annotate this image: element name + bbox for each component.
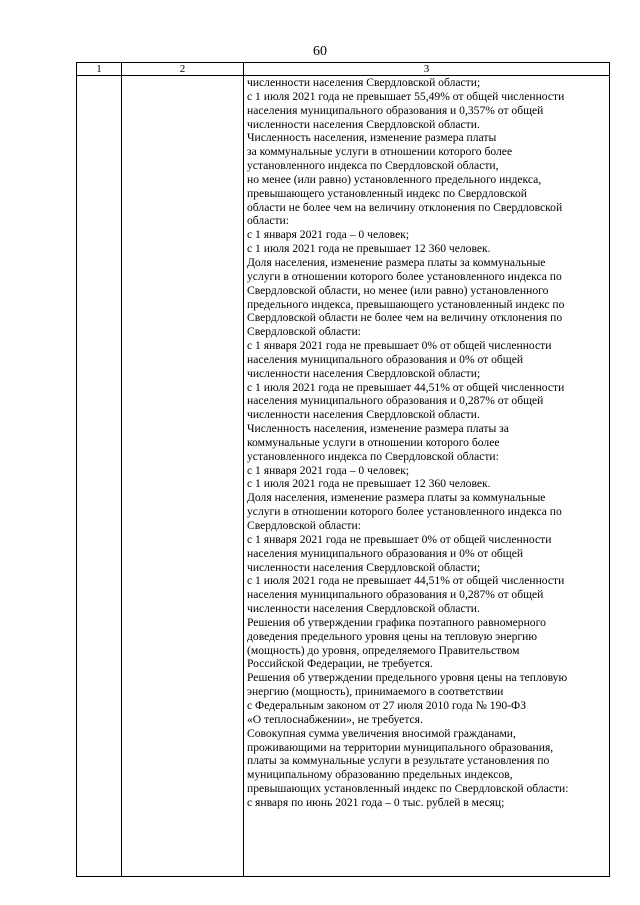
text-line: установленного индекса по Свердловской области:	[247, 449, 499, 463]
text-line: Численность населения, изменение размера платы	[247, 131, 497, 145]
text-line: проживающими на территории муниципального образования,	[247, 740, 554, 754]
text-line: платы за коммунальные услуги в результате установления по	[247, 754, 550, 768]
text-line: населения муниципального образования и 0,287% от общей	[247, 394, 544, 408]
text-line: Свердловской области:	[247, 325, 361, 339]
text-line: с 1 июля 2021 года не превышает 44,51% от общей численности	[247, 574, 565, 588]
text-line: услуги в отношении которого более установленного индекса по	[247, 505, 562, 519]
text-line: Свердловской области, но менее (или равно) установленного	[247, 283, 549, 297]
table-row	[77, 76, 610, 877]
text-line: энергию (мощность), принимаемого в соответствии	[247, 685, 504, 699]
column-header-1: 1	[77, 63, 122, 76]
text-line: с Федеральным законом от 27 июля 2010 года № 190-ФЗ	[247, 698, 527, 712]
text-line: Доля населения, изменение размера платы за коммунальные	[247, 491, 546, 505]
text-line: Свердловской области:	[247, 519, 361, 532]
text-line: численности населения Свердловской области;	[247, 76, 481, 89]
table-header-row	[77, 63, 610, 76]
table-cell-col1	[77, 76, 122, 877]
text-line: услуги в отношении которого более установленного индекса по	[247, 269, 562, 283]
text-line: с 1 января 2021 года не превышает 0% от общей численности	[247, 532, 552, 546]
text-line: Доля населения, изменение размера платы за коммунальные	[247, 255, 546, 269]
table-cell-text	[244, 76, 610, 877]
text-line: Свердловской области не более чем на величину отклонения по	[247, 311, 563, 325]
text-line: численности населения Свердловской области;	[247, 366, 481, 380]
column-header-2: 2	[122, 63, 244, 76]
text-line: с 1 июля 2021 года не превышает 12 360 человек.	[247, 477, 491, 491]
document-table	[76, 62, 610, 877]
text-line: Численность населения, изменение размера платы за	[247, 422, 509, 436]
text-line: доведения предельного уровня цены на тепловую энергию	[247, 629, 538, 643]
text-line: превышающего установленный индекс по Свердловской	[247, 186, 527, 200]
text-line: численности населения Свердловской области;	[247, 560, 481, 574]
text-line: «О теплоснабжении», не требуется.	[247, 712, 423, 726]
text-line: населения муниципального образования и 0% от общей	[247, 352, 524, 366]
text-line: коммунальные услуги в отношении которого более	[247, 435, 500, 449]
text-line: с 1 июля 2021 года не превышает 44,51% от общей численности	[247, 380, 565, 394]
text-line: с 1 января 2021 года не превышает 0% от общей численности	[247, 339, 552, 353]
text-line: населения муниципального образования и 0,287% от общей	[247, 588, 544, 602]
text-line: Решения об утверждении предельного уровня цены на тепловую	[247, 671, 568, 685]
text-line: с 1 июля 2021 года не превышает 12 360 человек.	[247, 242, 491, 256]
text-line: области не более чем на величину отклонения по Свердловской	[247, 200, 563, 214]
text-line: предельного индекса, превышающего установленный индекс по	[247, 297, 565, 311]
text-line: численности населения Свердловской области.	[247, 602, 480, 616]
text-line: с 1 июля 2021 года не превышает 55,49% от общей численности	[247, 89, 565, 103]
text-line: муниципальному образованию предельных индексов,	[247, 768, 513, 782]
page-number: 60	[313, 44, 327, 59]
text-line: области:	[247, 214, 289, 228]
text-line: за коммунальные услуги в отношении которого более	[247, 145, 513, 159]
text-line: с 1 января 2021 года – 0 человек;	[247, 463, 410, 477]
text-line: установленного индекса по Свердловской области,	[247, 159, 499, 173]
text-line: Совокупная сумма увеличения вносимой гражданами,	[247, 726, 516, 740]
text-line: населения муниципального образования и 0% от общей	[247, 546, 524, 560]
text-line: превышающих установленный индекс по Свердловской области:	[247, 782, 569, 796]
table-cell-col2	[122, 76, 244, 877]
text-line: Решения об утверждении графика поэтапного равномерного	[247, 615, 546, 629]
text-line: населения муниципального образования и 0,357% от общей	[247, 103, 544, 117]
text-line: с января по июнь 2021 года – 0 тыс. рублей в месяц;	[247, 795, 505, 809]
text-line: но менее (или равно) установленного предельного индекса,	[247, 172, 542, 186]
text-line: численности населения Свердловской области.	[247, 408, 480, 422]
text-line: (мощность) до уровня, определяемого Правительством	[247, 643, 520, 657]
text-line: с 1 января 2021 года – 0 человек;	[247, 228, 410, 242]
column-header-3: 3	[244, 63, 610, 76]
text-line: Российской Федерации, не требуется.	[247, 657, 433, 671]
text-line: численности населения Свердловской области.	[247, 117, 480, 131]
